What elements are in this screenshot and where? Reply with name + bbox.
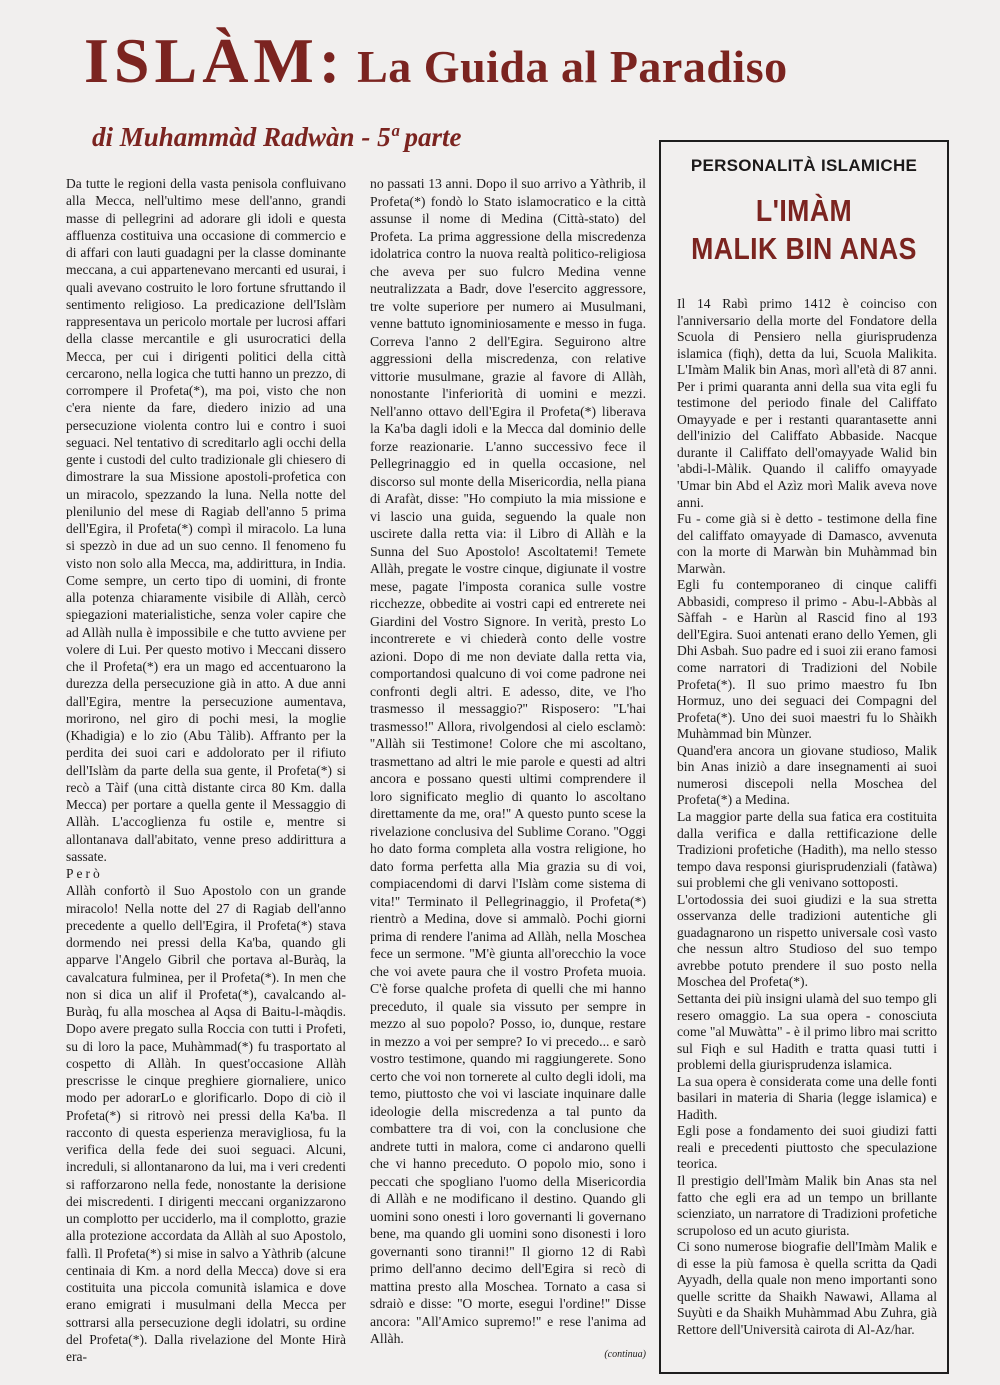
sidebar-paragraph: Quand'era ancora un giovane studioso, Malik bin Anas iniziò a dare insegnamenti ai suoi numerosi discepoli nella Moschea del Profeta(*) a Medina. <box>677 742 937 808</box>
paragraph: Allàh confortò il Suo Apostolo con un grande miracolo! Nella notte del 27 di Ragiab dell'anno precedente a quello dell'Egira, il Profeta(*) stava dormendo nei pressi della Ka'ba, quando gli apparve l'Angelo Gibril che portava al-Buràq, la cavalcatura fulminea, per il Profeta(*). In men che non si dica un alif il Profeta(*), cavalcando al-Buràq, fu alla moschea al Aqsa di Baitu-l-màqdis. Dopo avere pregato sulla Roccia con tutti i Profeti, su di loro la pace, Muhàmmad(*) fu trasportato al cospetto di Allàh. In quest'occasione Allàh prescrisse le cinque preghiere giornaliere, unico modo per adorarLo e glorificarlo. Dopo di ciò il Profeta(*) si ritrovò nei pressi della Ka'ba. Il racconto di questa esperienza meravigliosa, fu la verifica della fede dei suoi seguaci. Alcuni, increduli, si allontanarono da lui, ma i veri credenti si rafforzarono nella fede, nonostante la derisione dei miscredenti. I dirigenti meccani organizzarono un complotto per ucciderlo, ma il complotto, grazie alla protezione accordata da Allàh al suo Apostolo, fallì. Il Profeta(*) si mise in salvo a Yàthrib (alcune centinaia di Km. a nord della Mecca) dove si era costituita una piccola comunità islamica e dove erano emigrati i musulmani della Mecca per sottrarsi alla persecuzione degli idolatri, su ordine del Profeta(*). Dalla rivelazione del Monte Hirà era- <box>66 883 346 1364</box>
sidebar-paragraph: Egli pose a fondamento dei suoi giudizi fatti reali e precedenti piuttosto che speculazione teorica. <box>677 1123 937 1172</box>
sidebar-paragraph: Settanta dei più insigni ulamà del suo tempo gli resero omaggio. La sua opera - conosciuta come "al Muwàtta" - è il primo libro mai scritto sul Fiqh e sul Hadith e tratta quasi tutti i problemi della giurisprudenza islamica. <box>677 990 937 1073</box>
title-main: ISLÀM: <box>84 25 346 96</box>
article-column-1 <box>66 175 346 1365</box>
sidebar-paragraph: Fu - come già si è detto - testimone della fine del califfato omayyade di Damasco, avvenuta con la morte di Marwàn bin Muhàmmad bin Marwàn. <box>677 511 937 576</box>
sidebar-paragraph: La maggior parte della sua fatica era costituita dalla verifica e dalla rettificazione delle Tradizioni profetiche (Hadith), ma nello stesso tempo dava responsi giurisprudenziali (fatàwa) sui problemi che gli venivano sottoposti. <box>677 808 937 891</box>
sidebar-title <box>681 192 927 268</box>
sidebar-paragraph: Il 14 Rabì primo 1412 è coinciso con l'anniversario della morte del Fondatore della Scuola di Pensiero nella giurisprudenza islamica (fiqh), detta da lui, Scuola Malikita. L'Imàm Malik bin Anas, morì all'età di 87 anni. Per i primi quaranta anni della sua vita egli fu testimone del periodo finale del Califfato Omayyade e per i restanti quarantasette anni dell'inizio del Califfato Abbaside. Nacque durante il Califfato dell'omayyade Walid bin 'abdi-l-Màlik. Quando il califfo omayyade 'Umar bin Abd el Azìz morì Malik aveva nove anni. <box>677 296 937 510</box>
sidebar-title-line-1: L'IMÀM <box>755 193 853 228</box>
sidebar-paragraph: Il prestigio dell'Imàm Malik bin Anas sta nel fatto che egli era ad un tempo un brillante scienziato, un narratore di Tradizioni profetiche scrupoloso ed un acuto giurista. <box>677 1172 937 1238</box>
sidebar-title-line-2: MALIK BIN ANAS <box>691 231 917 266</box>
sidebar-paragraph: L'ortodossia dei suoi giudizi e la sua stretta osservanza delle tradizioni autentiche gli guadagnarono un rispetto universale così vasto che nessun altro Studioso del suo tempo avrebbe potuto prendere il suo posto nella Moschea del Profeta(*). <box>677 891 937 990</box>
sidebar-body <box>677 296 937 1338</box>
sidebar-kicker: PERSONALITÀ ISLAMICHE <box>690 156 918 175</box>
paragraph: no passati 13 anni. Dopo il suo arrivo a Yàthrib, il Profeta(*) fondò lo Stato islamocratico e la città assunse il nome di Medina (Città-stato) del Profeta. La prima aggressione della miscredenza idolatrica contro la nuova realtà politico-religiosa che aveva per suo fulcro Medina venne neutralizzata a Badr, dove l'esercito aggressore, tre volte superiore per numero ai Musulmani, venne battuto ignominiosamente e messo in fuga. Correva l'anno 2 dell'Egira. Seguirono altre aggressioni della miscredenza, con relative vittorie musulmane, grazie al favore di Allàh, nonostante l'inferiorità di uomini e mezzi. Nell'anno ottavo dell'Egira il Profeta(*) liberava la Ka'ba dagli idoli e la Mecca dal dominio delle forze reazionarie. L'anno successivo fece il Pellegrinaggio ed in quella occasione, nel discorso sul monte della Misericordia, nella piana di Arafàt, disse: ''Ho compiuto la mia missione e vi lascio una guida, seguendo la quale non uscirete dalla retta via: il Libro di Allàh e la Sunna del Suo Apostolo! Ascoltatemi! Temete Allàh, pregate le vostre cinque, digiunate il vostre mese, pagate l'imposta coranica sulle vostre ricchezze, obbedite ai vostri capi ed entrerete nei Giardini del Vostro Signore. In verità, presto Lo incontrerete e vi chiederà conto delle vostre azioni. Dopo di me non deviate dalla retta via, comportandosi qualcuno di voi come padrone nei confronti degli altri. E adesso, dite, ve l'ho trasmesso il messaggio?'' Risposero: ''L'hai trasmesso!'' Allora, rivolgendosi al cielo esclamò: ''Allàh sii Testimone! Colore che mi ascoltano, trasmettano ad altri le mie parole e questi ad altri ancora e possano questi ultimi comprendere il loro significato meglio di quanto lo ascoltano direttamente da me, ora!'' A questo punto scese la rivelazione conclusiva del Sublime Corano. ''Oggi ho dato forma completa alla vostra religione, ho dato forma perfetta alla Mia grazia su di voi, compiacendomi di darvi l'Islàm come sistema di vita!'' Terminato il Pellegrinaggio, il Profeta(*) rientrò a Medina, dove si ammalò. Pochi giorni prima di rendere l'anima ad Allàh, nella Moschea fece un sermone. ''M'è giunta all'orecchio la voce che voi avete paura che il vostro Profeta muoia. C'è forse qualche profeta di quelli che mi hanno preceduto, il quale sia vissuto per sempre in mezzo al suo popolo? Posso, io, dunque, restare in mezzo a voi per sempre? Io vi precedo... e sarò vostro testimone, quando mi raggiungerete. Sono certo che voi non tornerete al culto degli idoli, ma temo, piuttosto che voi vi lasciate inquinare dalle ideologie della miscredenza a tal punto da combattere tra di voi, con la conclusione che andrete tutti in malora, come ci andarono quelli che vi hanno preceduto. O popolo mio, sono i peccati che spogliano l'uomo della Misericordia di Allàh e ne modificano il destino. Quando gli uomini sono onesti i loro governanti li governano bene, ma quando gli uomini sono disonesti i loro governanti sono tiranni!'' Il giorno 12 di Rabì primo dell'anno decimo dell'Egira si recò di mattina presto alla Moschea. Tornato a casa si sdraiò e disse: ''O morte, esegui l'ordine!'' Disse ancora: ''All'Amico supremo!'' e rese l'anima ad Allàh. <box>370 176 646 1346</box>
sidebar-paragraph: Egli fu contemporaneo di cinque califfi Abbasidi, compreso il primo - Abu-l-Abbàs al Sàffah - e Harùn al Rascid fino al 193 dell'Egira. Suoi antenati erano dello Yemen, gli Dhi Asbah. Suo padre ed i suoi zii erano famosi come narratori di Tradizioni del Nobile Profeta(*). Il suo primo maestro fu Ibn Hormuz, uno dei seguaci dei Compagni del Profeta(*). Uno dei suoi maestri fu lo Shàikh Muhàmmad bin Mùnzer. <box>677 577 937 742</box>
title-rest: La Guida al Paradiso <box>357 41 788 92</box>
paragraph: Però <box>66 866 103 881</box>
article-title <box>84 24 964 98</box>
article-byline: di Muhammàd Radwàn - 5ª parte <box>92 122 462 152</box>
paragraph: Da tutte le regioni della vasta penisola confluivano alla Mecca, nell'ultimo mese dell'anno, grandi masse di pellegrini ad adorare gli idoli e questa affluenza costituiva una occasione di commercio e di affari con lauti guadagni per la classe dominante meccana, a cui appartenevano mercanti ed usurai, i quali avevano costruito le loro fortune sfruttando il sentimento religioso. La predicazione dell'Islàm rappresentava un pericolo mortale per lucrosi affari della classe mercantile e gli usurocratici della Mecca, per cui i dirigenti politici della città cercarono, nella logica che tutti hanno un prezzo, di corrompere il Profeta(*), ma poi, visto che non c'era niente da fare, diedero inizio ad una persecuzione violenta contro lui e contro i suoi seguaci. Nel tentativo di screditarlo agli occhi della gente i custodi del culto tradizionale gli chiesero di dimostrare la sua Missione apostoli-profetica con un miracolo, spezzando la luna. Nella notte del plenilunio del mese di Ragiab dell'anno 5 prima dell'Egira, il Profeta(*) compì il miracolo. La luna si spezzò in due ad un suo cenno. Il fenomeno fu visto non solo alla Mecca, ma, addirittura, in India. Come sempre, un certo tipo di uomini, di fronte alla potenza chiaramente visibile di Allàh, cercò spiegazioni materialistiche, senza voler capire che ad Allàh nulla è impossibile e che tutto avviene per volere di Lui. Per questo motivo i Meccani dissero che il Profeta(*) era un mago ed accentuarono la durezza della persecuzione già in atto. A due anni dall'Egira, mentre la persecuzione aumentava, morirono, nel giro di pochi mesi, la moglie (Khadigia) e lo zio (Abu Tàlib). Affranto per la perdita dei suoi cari e addolorato per il rifiuto dell'Islàm da parte della sua gente, il Profeta(*) si recò a Tàif (una città distante circa 80 Km. dalla Mecca) per portare a quella gente il Messaggio di Allàh. L'accoglienza fu ostile e, mentre si allontanava dall'abitato, venne preso addirittura a sassate. <box>66 176 346 864</box>
article-column-2 <box>370 175 646 1363</box>
sidebar-paragraph: Ci sono numerose biografie dell'Imàm Malik e di esse la più famosa è quella scritta da Qadi Ayyadh, della quale non meno importanti sono quelle scritte da Shaikh Nawawi, Allama al Suyùti e da Shaikh Muhàmmad Abu Zuhra, già Rettore dell'Università cairota di Al-Az/har. <box>677 1239 937 1337</box>
continued-note: (continua) <box>604 1348 646 1360</box>
sidebar-box <box>659 140 949 1374</box>
sidebar-paragraph: La sua opera è considerata come una delle fonti basilari in materia di Sharia (legge islamica) e Hadìth. <box>677 1073 937 1122</box>
